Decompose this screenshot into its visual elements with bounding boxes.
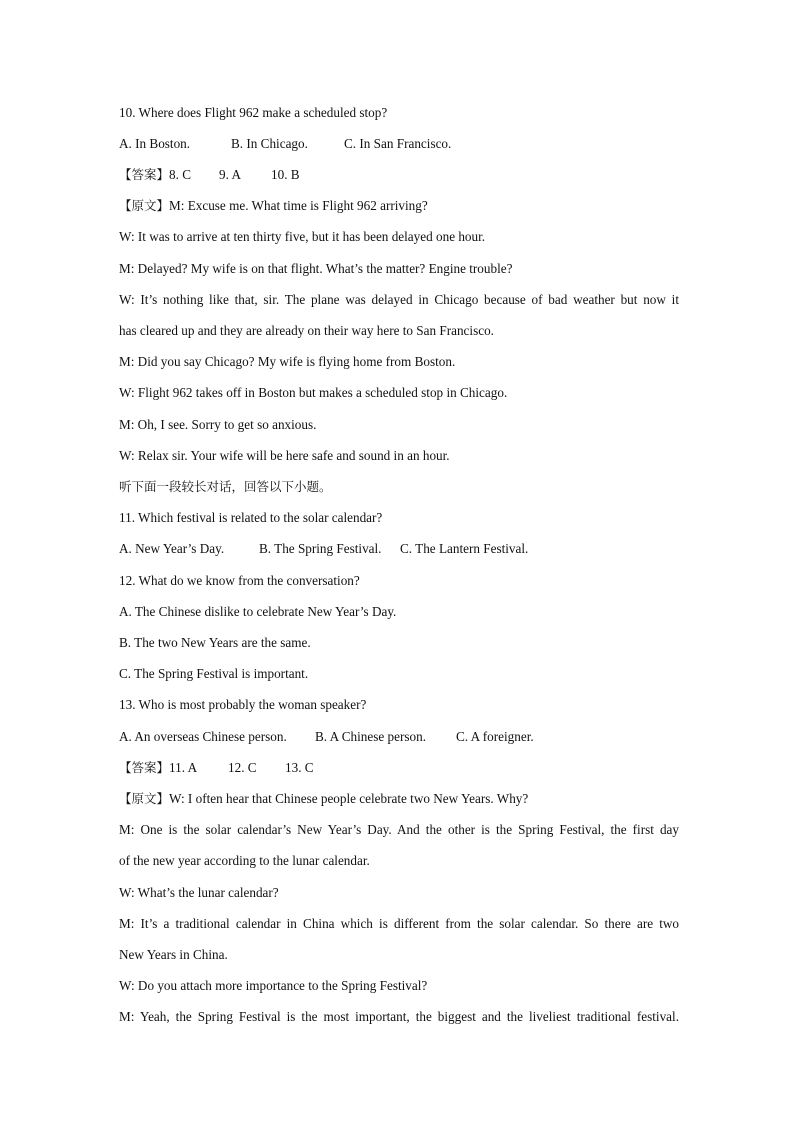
transcript-line: M: It’s a traditional calendar in China which is different from the solar calendar. So there are two bbox=[119, 916, 679, 931]
q13-question: 13. Who is most probably the woman speaker? bbox=[119, 697, 367, 712]
q11-option-b: B. The Spring Festival. bbox=[259, 541, 382, 556]
transcript-line: W: What’s the lunar calendar? bbox=[119, 885, 279, 900]
transcript-line: M: Oh, I see. Sorry to get so anxious. bbox=[119, 417, 317, 432]
q13-option-a: A. An overseas Chinese person. bbox=[119, 729, 287, 744]
q13-option-c: C. A foreigner. bbox=[456, 729, 534, 744]
answer-tag: 【答案】 bbox=[119, 167, 170, 182]
transcript-line bbox=[119, 197, 679, 215]
answer-line-2 bbox=[119, 759, 679, 777]
q10-option-a: A. In Boston. bbox=[119, 136, 191, 151]
transcript-tag: 【原文】 bbox=[119, 198, 170, 213]
q13-option-b: B. A Chinese person. bbox=[315, 729, 426, 744]
transcript-line: of the new year according to the lunar calendar. bbox=[119, 853, 370, 868]
transcript-text: W: I often hear that Chinese people celebrate two New Years. Why? bbox=[169, 791, 529, 806]
q12-question: 12. What do we know from the conversation? bbox=[119, 573, 360, 588]
answer-line-1 bbox=[119, 166, 679, 184]
q11-option-c: C. The Lantern Festival. bbox=[400, 541, 529, 556]
q10-option-b: B. In Chicago. bbox=[231, 136, 308, 151]
q13-options bbox=[119, 728, 679, 746]
transcript-line: M: One is the solar calendar’s New Year’s Day. And the other is the Spring Festival, the first day bbox=[119, 822, 679, 837]
transcript-text: M: Excuse me. What time is Flight 962 arriving? bbox=[169, 198, 428, 213]
transcript-line: M: Delayed? My wife is on that flight. What’s the matter? Engine trouble? bbox=[119, 261, 513, 276]
transcript-line: has cleared up and they are already on their way here to San Francisco. bbox=[119, 323, 494, 338]
answer-item: 10. B bbox=[271, 167, 300, 182]
transcript-line: New Years in China. bbox=[119, 947, 228, 962]
transcript-line: M: Did you say Chicago? My wife is flying home from Boston. bbox=[119, 354, 456, 369]
section-instruction: 听下面一段较长对话，回答以下小题。 bbox=[119, 479, 332, 494]
transcript-line: W: Flight 962 takes off in Boston but makes a scheduled stop in Chicago. bbox=[119, 385, 508, 400]
transcript-line: W: Relax sir. Your wife will be here safe and sound in an hour. bbox=[119, 448, 450, 463]
answer-item: 13. C bbox=[285, 760, 314, 775]
transcript-line: W: It was to arrive at ten thirty five, but it has been delayed one hour. bbox=[119, 229, 486, 244]
q11-options bbox=[119, 540, 679, 558]
q12-option-a: A. The Chinese dislike to celebrate New Year’s Day. bbox=[119, 604, 397, 619]
q10-options bbox=[119, 135, 679, 153]
answer-item: 8. C bbox=[169, 167, 191, 182]
transcript-line: M: Yeah, the Spring Festival is the most important, the biggest and the liveliest traditional festival. bbox=[119, 1009, 679, 1024]
transcript-line bbox=[119, 790, 679, 808]
transcript-tag: 【原文】 bbox=[119, 791, 170, 806]
transcript-line: W: It’s nothing like that, sir. The plane was delayed in Chicago because of bad weather but now it bbox=[119, 292, 679, 307]
answer-tag: 【答案】 bbox=[119, 760, 170, 775]
answer-item: 12. C bbox=[228, 760, 257, 775]
q12-option-c: C. The Spring Festival is important. bbox=[119, 666, 309, 681]
q11-option-a: A. New Year’s Day. bbox=[119, 541, 225, 556]
q10-option-c: C. In San Francisco. bbox=[344, 136, 452, 151]
q11-question: 11. Which festival is related to the solar calendar? bbox=[119, 510, 383, 525]
answer-item: 11. A bbox=[169, 760, 198, 775]
answer-item: 9. A bbox=[219, 167, 241, 182]
q12-option-b: B. The two New Years are the same. bbox=[119, 635, 311, 650]
transcript-line: W: Do you attach more importance to the Spring Festival? bbox=[119, 978, 428, 993]
q10-question: 10. Where does Flight 962 make a scheduled stop? bbox=[119, 105, 388, 120]
